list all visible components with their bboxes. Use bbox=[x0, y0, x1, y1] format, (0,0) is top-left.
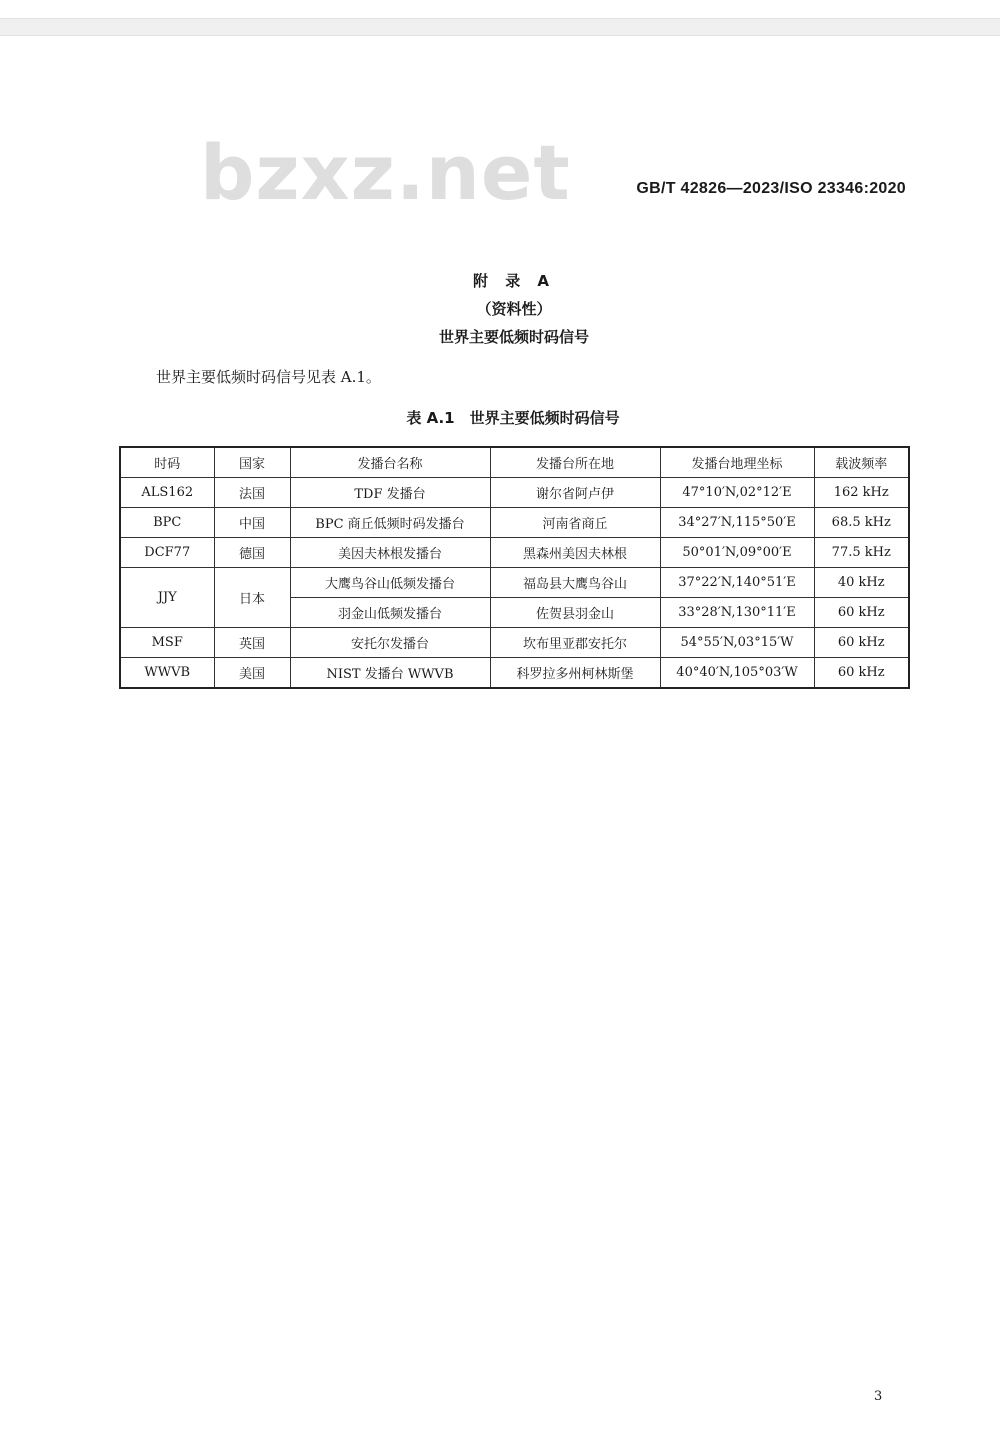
cell-code: ALS162 bbox=[120, 478, 214, 508]
cell-freq: 40 kHz bbox=[814, 568, 909, 598]
cell-coords: 33°28′N,130°11′E bbox=[660, 598, 814, 628]
annex-name: 世界主要低频时码信号 bbox=[438, 328, 589, 346]
cell-country: 法国 bbox=[214, 478, 290, 508]
cell-location: 科罗拉多州柯林斯堡 bbox=[490, 658, 660, 689]
table-row bbox=[120, 508, 909, 538]
cell-location: 黑森州美因夫林根 bbox=[490, 538, 660, 568]
cell-station: TDF 发播台 bbox=[290, 478, 490, 508]
cell-station: 羽金山低频发播台 bbox=[290, 598, 490, 628]
annex-type: （资料性） bbox=[476, 300, 552, 318]
table-row bbox=[120, 478, 909, 508]
cell-code: DCF77 bbox=[120, 538, 214, 568]
cell-code: BPC bbox=[120, 508, 214, 538]
intro-text: 世界主要低频时码信号见表 A.1。 bbox=[156, 368, 381, 386]
cell-country: 美国 bbox=[214, 658, 290, 689]
page-number: 3 bbox=[874, 1389, 883, 1404]
cell-station: BPC 商丘低频时码发播台 bbox=[290, 508, 490, 538]
cell-coords: 47°10′N,02°12′E bbox=[660, 478, 814, 508]
cell-code: JJY bbox=[120, 568, 214, 628]
cell-station: 大鹰鸟谷山低频发播台 bbox=[290, 568, 490, 598]
cell-coords: 34°27′N,115°50′E bbox=[660, 508, 814, 538]
cell-country: 中国 bbox=[214, 508, 290, 538]
cell-location: 谢尔省阿卢伊 bbox=[490, 478, 660, 508]
table-row bbox=[120, 568, 909, 598]
cell-station: NIST 发播台 WWVB bbox=[290, 658, 490, 689]
cell-location: 福岛县大鹰鸟谷山 bbox=[490, 568, 660, 598]
cell-country: 日本 bbox=[214, 568, 290, 628]
cell-freq: 60 kHz bbox=[814, 628, 909, 658]
header-time-code: 时码 bbox=[120, 447, 214, 478]
cell-country: 英国 bbox=[214, 628, 290, 658]
watermark: bzxz.net bbox=[200, 128, 571, 217]
header-carrier-frequency: 载波频率 bbox=[814, 447, 909, 478]
header-coordinates: 发播台地理坐标 bbox=[660, 447, 814, 478]
header-country: 国家 bbox=[214, 447, 290, 478]
cell-location: 河南省商丘 bbox=[490, 508, 660, 538]
scan-top-band bbox=[0, 18, 1000, 36]
cell-coords: 37°22′N,140°51′E bbox=[660, 568, 814, 598]
cell-location: 佐贺县羽金山 bbox=[490, 598, 660, 628]
signals-table bbox=[119, 446, 910, 689]
header-station-name: 发播台名称 bbox=[290, 447, 490, 478]
cell-freq: 60 kHz bbox=[814, 658, 909, 689]
table-header-row bbox=[120, 447, 909, 478]
cell-station: 安托尔发播台 bbox=[290, 628, 490, 658]
cell-freq: 68.5 kHz bbox=[814, 508, 909, 538]
cell-freq: 162 kHz bbox=[814, 478, 909, 508]
annex-title: 附 录 A bbox=[472, 272, 556, 290]
cell-freq: 60 kHz bbox=[814, 598, 909, 628]
header-station-location: 发播台所在地 bbox=[490, 447, 660, 478]
cell-freq: 77.5 kHz bbox=[814, 538, 909, 568]
cell-coords: 54°55′N,03°15′W bbox=[660, 628, 814, 658]
cell-station: 美因夫林根发播台 bbox=[290, 538, 490, 568]
cell-location: 坎布里亚郡安托尔 bbox=[490, 628, 660, 658]
cell-code: WWVB bbox=[120, 658, 214, 689]
table-row bbox=[120, 628, 909, 658]
cell-country: 德国 bbox=[214, 538, 290, 568]
table-row bbox=[120, 538, 909, 568]
standard-code: GB/T 42826—2023/ISO 23346:2020 bbox=[636, 180, 906, 197]
table-row bbox=[120, 658, 909, 689]
cell-code: MSF bbox=[120, 628, 214, 658]
cell-coords: 40°40′N,105°03′W bbox=[660, 658, 814, 689]
table-caption: 表 A.1 世界主要低频时码信号 bbox=[406, 409, 620, 427]
cell-coords: 50°01′N,09°00′E bbox=[660, 538, 814, 568]
